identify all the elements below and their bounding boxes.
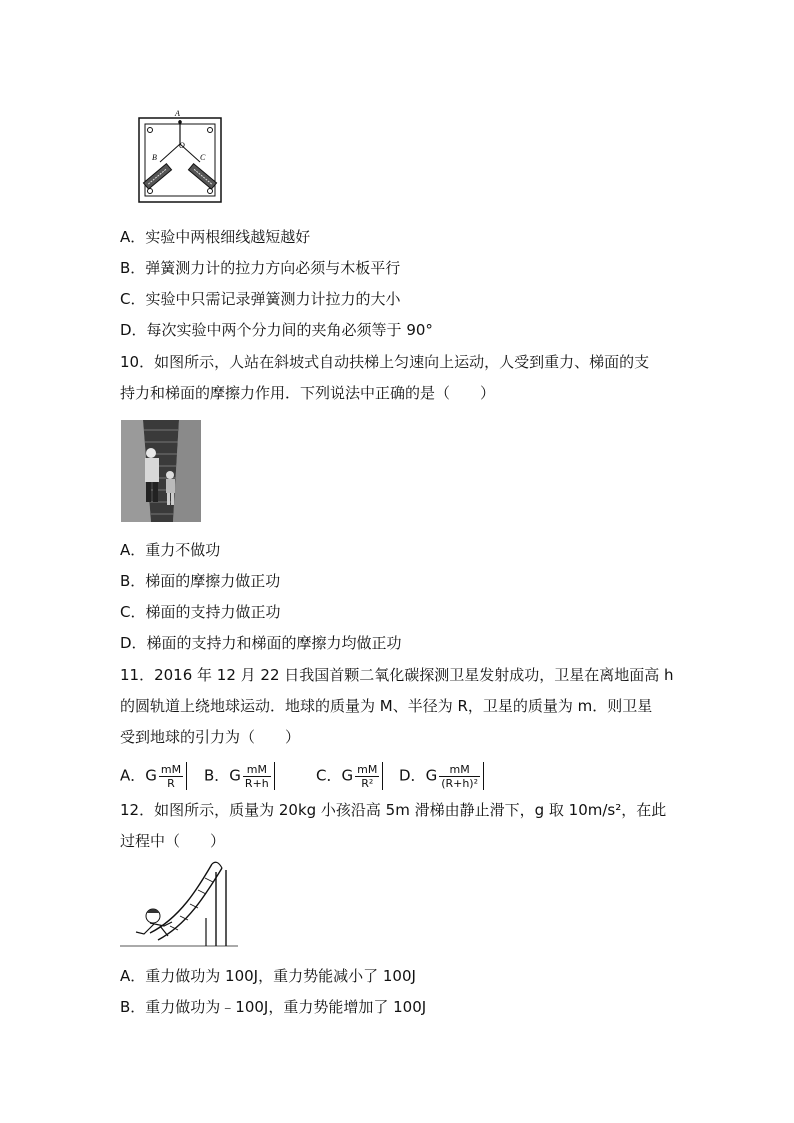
q11-d-den: (R+h)² <box>441 776 479 790</box>
q11-option-a <box>120 762 187 790</box>
q11-stem-line3: 受到地球的引力为（ ） <box>120 728 301 746</box>
q9-option-b: B．弹簧测力计的拉力方向必须与木板平行 <box>120 259 401 277</box>
q11-stem-line1: 11．2016 年 12 月 22 日我国首颗二氧化碳探测卫星发射成功，卫星在离地面高 h <box>120 666 674 684</box>
q10-option-a: A．重力不做功 <box>120 541 221 559</box>
escalator-photo <box>121 420 201 522</box>
q11-option-b <box>204 762 275 790</box>
q11-option-d <box>399 762 484 790</box>
q11-b-letter: B． <box>204 766 230 785</box>
q11-b-num: mM <box>246 762 267 776</box>
label-B: B <box>152 153 157 162</box>
label-O: O <box>179 141 185 150</box>
q11-d-letter: D． <box>399 766 426 785</box>
q12-option-a: A．重力做功为 100J，重力势能减小了 100J <box>120 967 416 985</box>
q10-stem-line2: 持力和梯面的摩擦力作用．下列说法中正确的是（ ） <box>120 384 496 402</box>
q11-a-fraction <box>159 763 183 790</box>
q11-b-den: R+h <box>244 776 269 790</box>
q11-b-g: G <box>229 766 241 785</box>
q11-c-fraction <box>355 763 379 790</box>
slide-figure <box>120 858 242 954</box>
q11-d-fraction <box>439 763 480 790</box>
q12-option-b: B．重力做功为﹣100J，重力势能增加了 100J <box>120 998 427 1016</box>
q11-stem-line2: 的圆轨道上绕地球运动．地球的质量为 M、半径为 R，卫星的质量为 m．则卫星 <box>120 697 653 715</box>
q11-option-c <box>316 762 383 790</box>
q11-c-num: mM <box>357 762 378 776</box>
q10-option-b: B．梯面的摩擦力做正功 <box>120 572 281 590</box>
q11-d-g: G <box>425 766 438 785</box>
q9-option-c: C．实验中只需记录弹簧测力计拉力的大小 <box>120 290 401 308</box>
q11-c-g: G <box>341 766 354 785</box>
q10-option-d: D．梯面的支持力和梯面的摩擦力均做正功 <box>120 634 402 652</box>
q10-option-c: C．梯面的支持力做正功 <box>120 603 281 621</box>
q11-a-letter: A． <box>120 766 146 785</box>
q11-b-fraction <box>243 763 271 790</box>
q10-stem-line1: 10．如图所示，人站在斜坡式自动扶梯上匀速向上运动，人受到重力、梯面的支 <box>120 353 650 371</box>
q11-c-letter: C． <box>316 766 342 785</box>
q11-d-num: mM <box>449 762 470 776</box>
q11-a-num: mM <box>160 762 182 776</box>
q11-a-g: G <box>145 766 157 785</box>
q11-c-den: R² <box>355 776 379 790</box>
q11-a-den: R <box>159 776 183 790</box>
q12-stem-line1: 12．如图所示，质量为 20kg 小孩沿高 5m 滑梯由静止滑下，g 取 10m/s²，在此 <box>120 801 667 819</box>
spring-scale-board-figure <box>130 108 230 204</box>
q12-stem-line2: 过程中（ ） <box>120 832 226 850</box>
label-A: A <box>175 109 180 118</box>
q9-option-a: A．实验中两根细线越短越好 <box>120 228 311 246</box>
label-C: C <box>200 153 206 162</box>
q9-option-d: D．每次实验中两个分力间的夹角必须等于 90° <box>120 321 433 339</box>
